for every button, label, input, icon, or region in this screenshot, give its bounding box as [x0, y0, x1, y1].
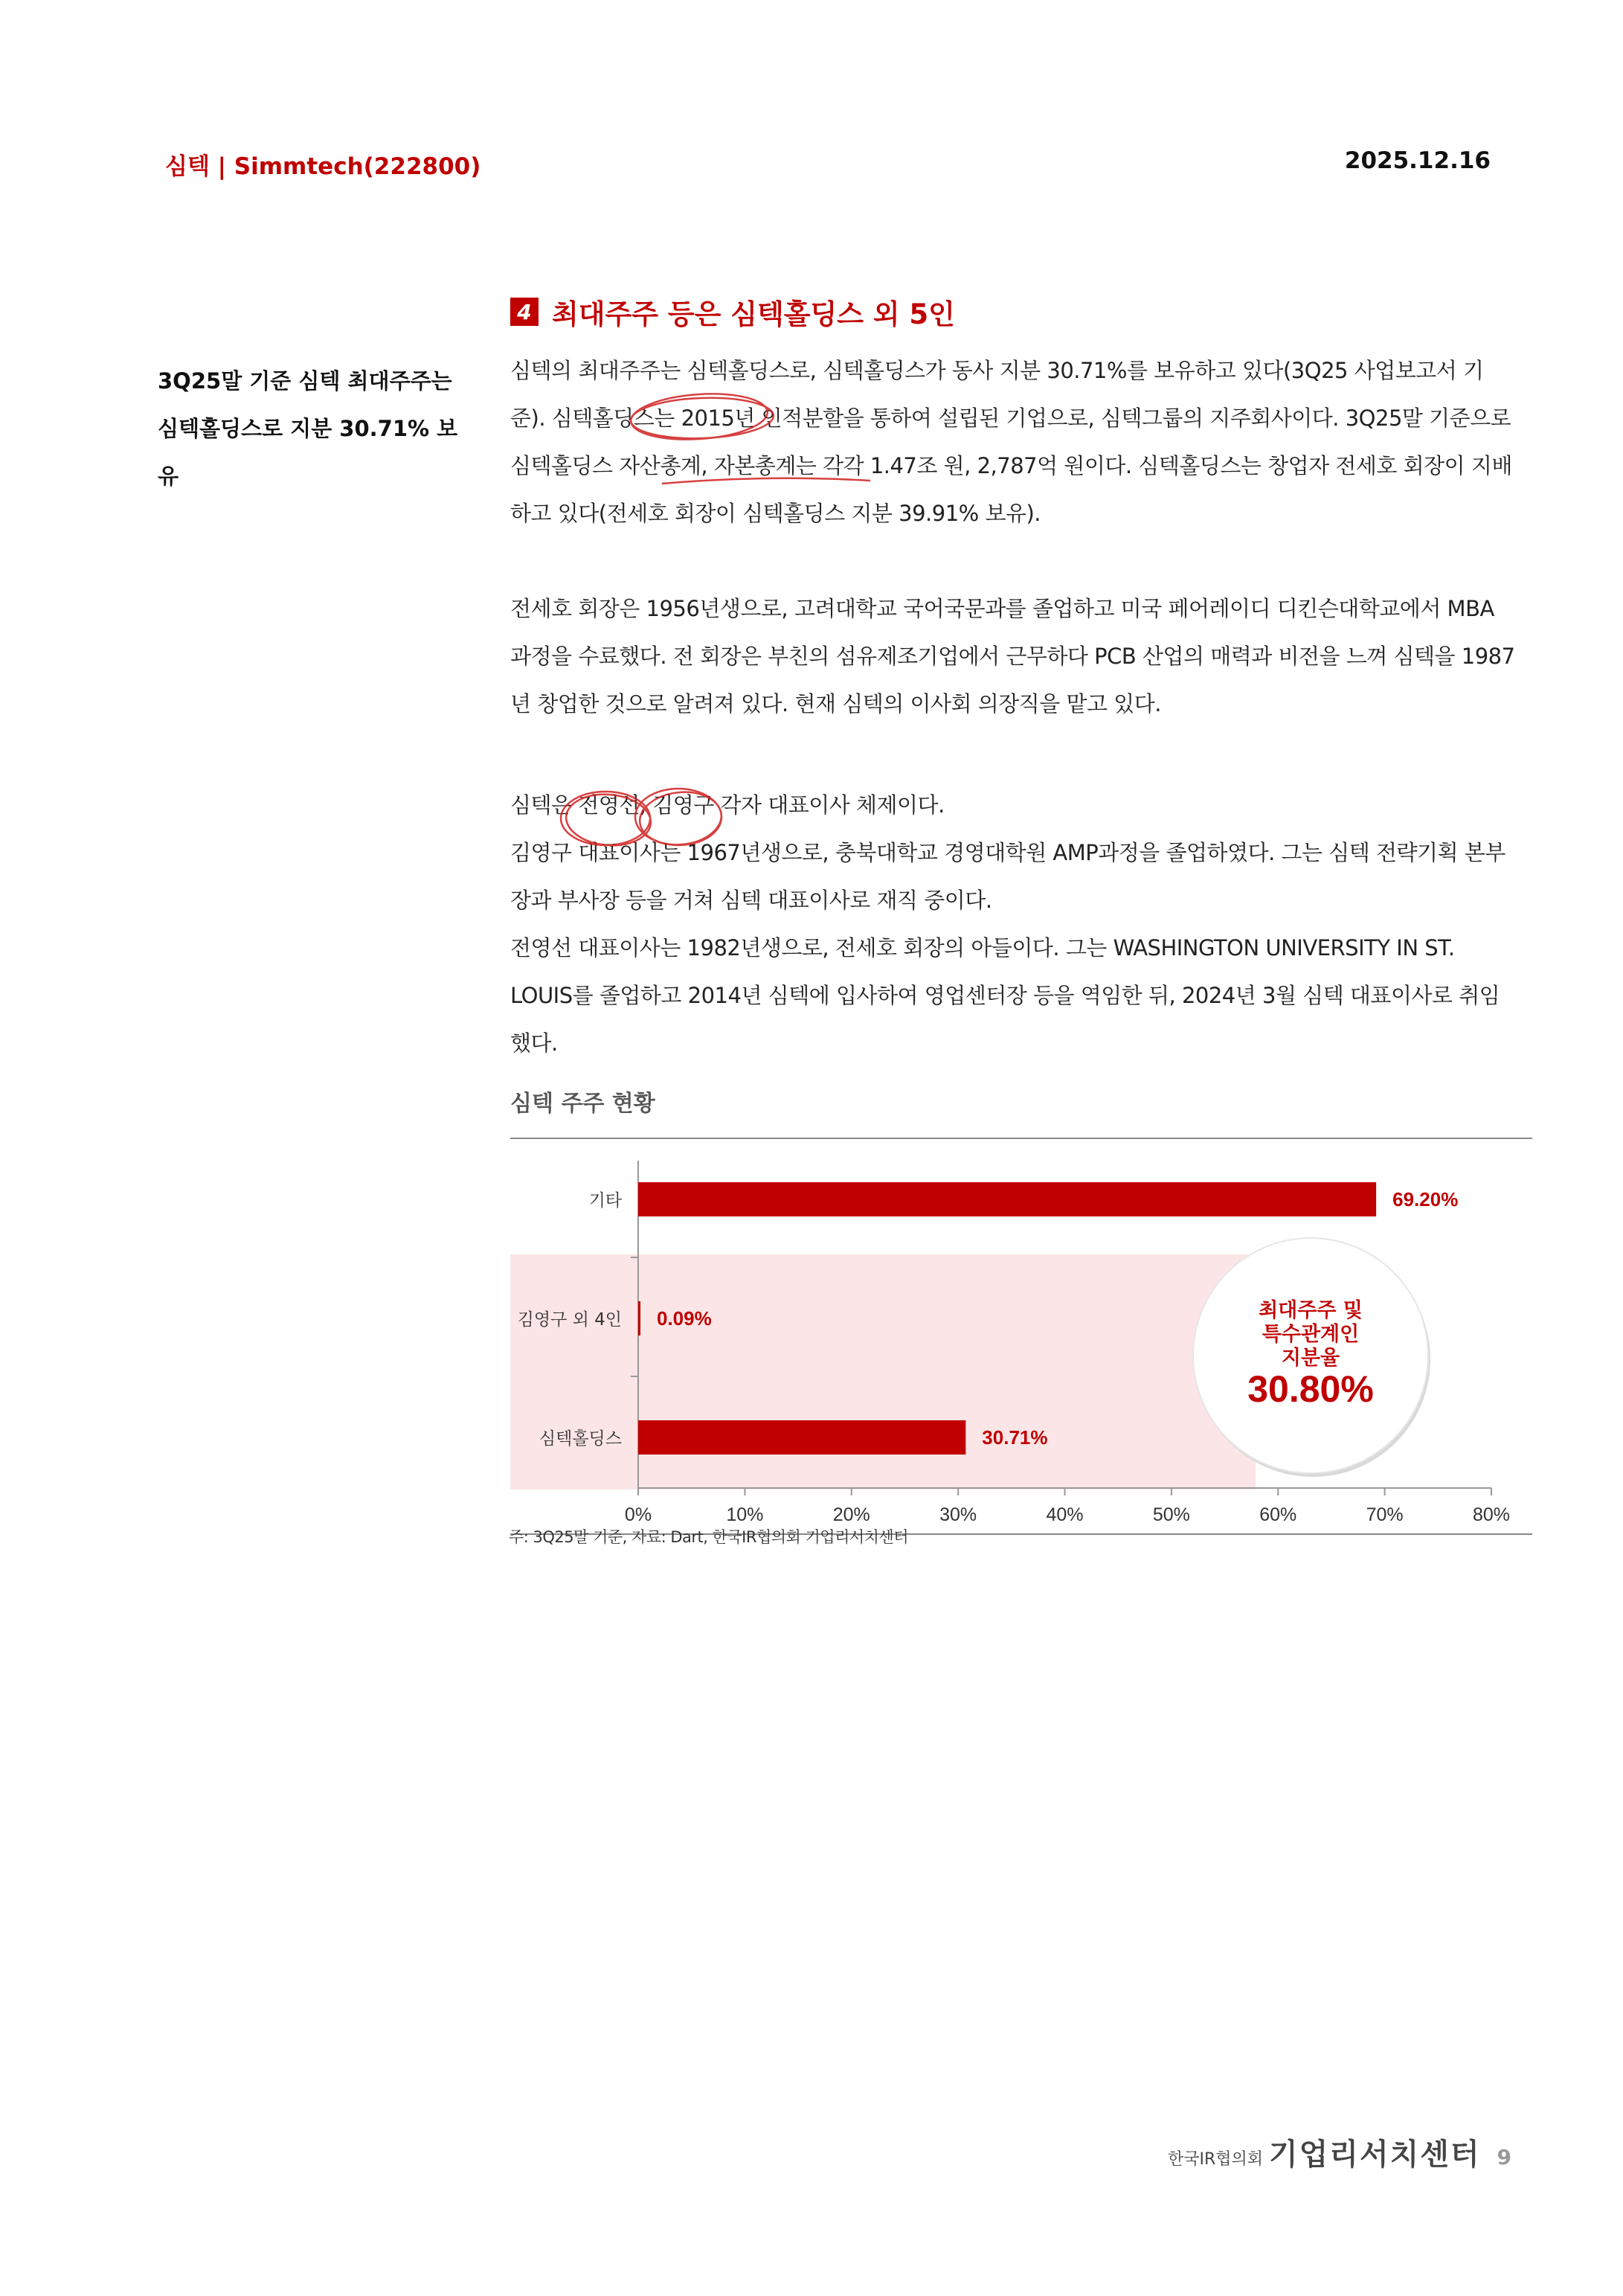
report-date: 2025.12.16: [1344, 147, 1491, 174]
x-tick-label: 60%: [1259, 1504, 1297, 1525]
data-label: 0.09%: [657, 1307, 712, 1330]
side-summary-line-1: 3Q25말 기준 심텍 최대주주는: [158, 368, 452, 394]
paragraph-text: 심텍의 최대주주는 심텍홀딩스로, 심텍홀딩스가 동사 지분 30.71%를 보유하고 있다(3Q25 사업보고서 기준). 심텍홀딩스는 2015년 인적분할을 통하여 설립된 기업으로, 심텍그룹의 지주회사이다. 3Q25말 기준으로 심텍홀딩스 자산총계, 자본총계는 각각 1.47조 원, 2,787억 원이다. 심텍홀딩스는 창업자 전세호 회장이 지배하고 있다(전세호 회장이 심텍홀딩스 지분 39.91% 보유).: [510, 358, 1512, 526]
x-tick-label: 40%: [1046, 1504, 1084, 1525]
bar: [638, 1301, 640, 1335]
page-number: 9: [1497, 2145, 1511, 2170]
category-label: 김영구 외 4인: [517, 1310, 622, 1330]
callout-label: 최대주주 및: [1259, 1299, 1363, 1322]
paragraph-text: 김영구 대표이사는 1967년생으로, 충북대학교 경영대학원 AMP과정을 졸업하였다. 그는 심텍 전략기획 본부장과 부사장 등을 거쳐 심텍 대표이사로 재직 중이다.: [510, 840, 1505, 913]
side-summary-line-2: 심텍홀딩스로 지분 30.71% 보유: [158, 416, 458, 489]
data-label: 30.71%: [982, 1426, 1048, 1449]
bar: [638, 1420, 965, 1455]
x-tick-label: 20%: [832, 1504, 870, 1525]
chart-source-note: 주: 3Q25말 기준, 자료: Dart, 한국IR협의회 기업리서치센터: [509, 1528, 909, 1546]
chart-title: 심텍 주주 현황: [510, 1091, 655, 1117]
x-tick-label: 30%: [939, 1504, 977, 1525]
category-label: 심텍홀딩스: [539, 1429, 622, 1449]
paragraph-text: 전세호 회장은 1956년생으로, 고려대학교 국어국문과를 졸업하고 미국 페어레이디 디킨슨대학교에서 MBA 과정을 수료했다. 전 회장은 부친의 섬유제조기업에서 근무하다 PCB 산업의 매력과 비전을 느껴 심텍을 1987년 창업한 것으로 알려져 있다. 현재 심텍의 이사회 의장직을 맡고 있다.: [510, 596, 1515, 716]
callout-value: 30.80%: [1247, 1368, 1374, 1410]
bar: [638, 1182, 1376, 1216]
callout-label: 특수관계인: [1262, 1323, 1360, 1346]
x-tick-label: 70%: [1366, 1504, 1404, 1525]
footer-center: 기업리서치센터: [1269, 2138, 1481, 2172]
data-label: 69.20%: [1392, 1188, 1459, 1210]
callout-label: 지분율: [1281, 1347, 1340, 1370]
report-company-title: 심텍 | Simmtech(222800): [165, 153, 481, 180]
footer-org: 한국IR협의회: [1167, 2150, 1264, 2169]
x-tick-label: 80%: [1472, 1504, 1511, 1525]
section-title: 최대주주 등은 심텍홀딩스 외 5인: [552, 298, 955, 330]
footer: [1168, 2131, 1511, 2173]
x-tick-label: 0%: [624, 1504, 652, 1525]
section-number-badge: 4: [510, 298, 539, 326]
x-tick-label: 10%: [726, 1504, 764, 1525]
paragraph-text: 전영선 대표이사는 1982년생으로, 전세호 회장의 아들이다. 그는 WASHINGTON UNIVERSITY IN ST. LOUIS를 졸업하고 2014년 심텍에 입사하여 영업센터장 등을 역임한 뒤, 2024년 3월 심텍 대표이사로 취임했다.: [510, 935, 1500, 1056]
x-tick-label: 50%: [1152, 1504, 1190, 1525]
category-label: 기타: [588, 1191, 622, 1210]
paragraph-text: 심텍은 전영선, 김영구 각자 대표이사 체제이다.: [510, 792, 945, 818]
